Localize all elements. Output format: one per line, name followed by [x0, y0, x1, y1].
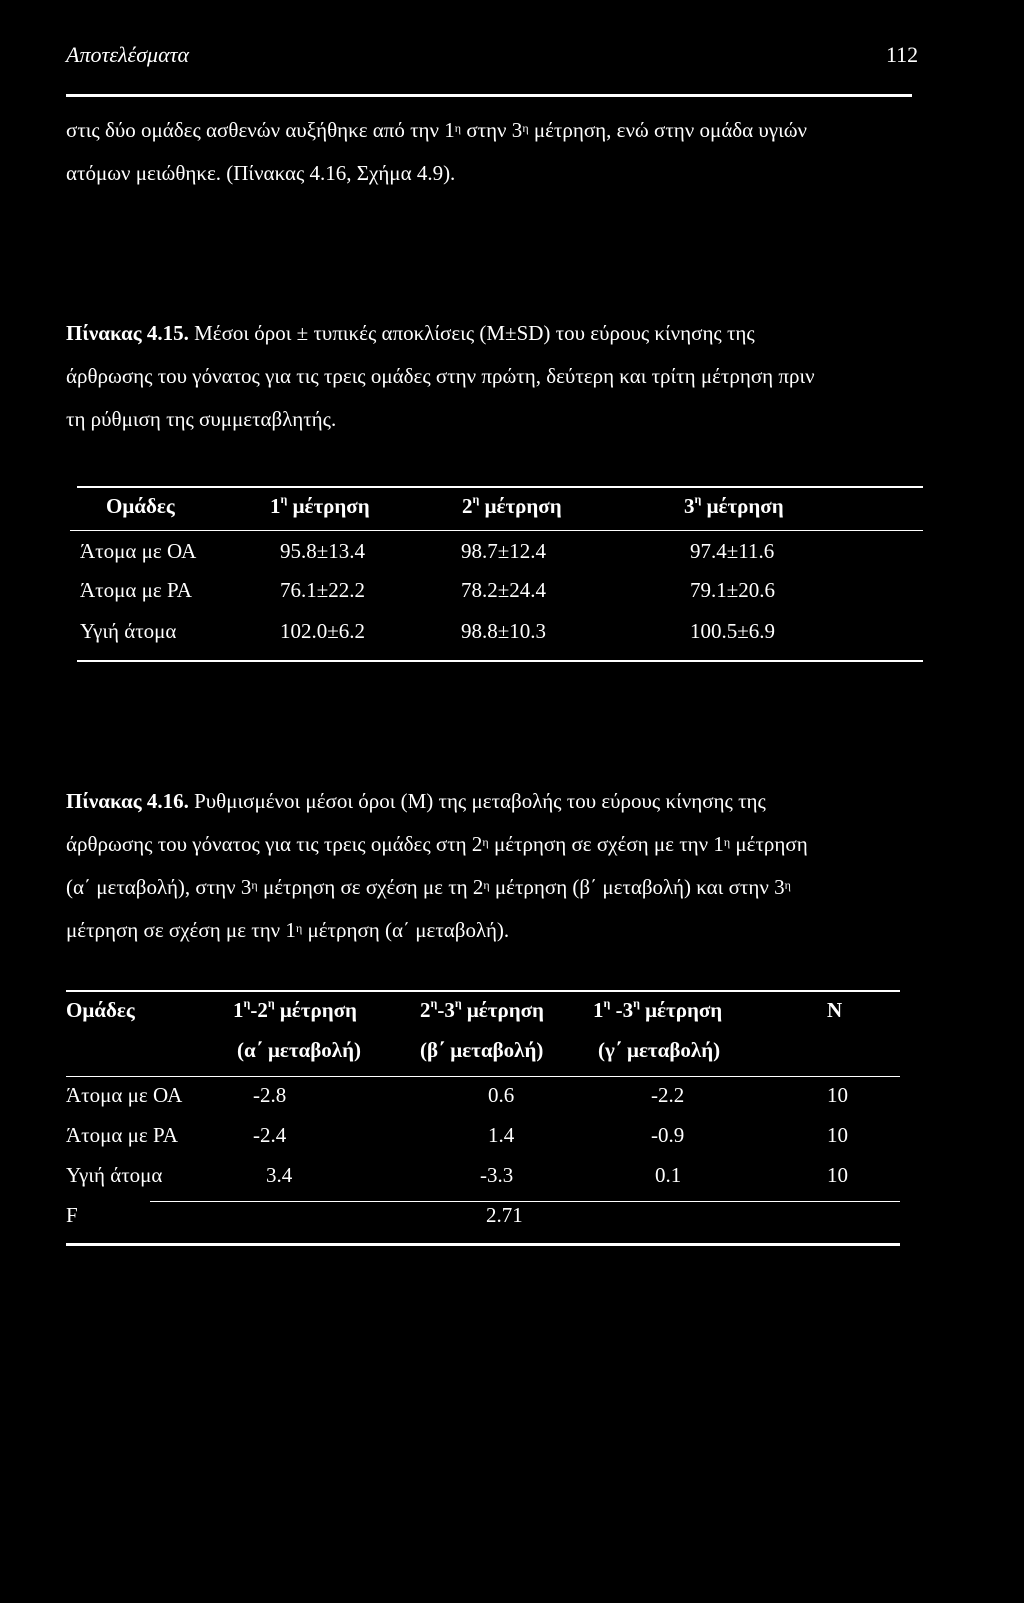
table1-caption-line-1: Πίνακας 4.15. Μέσοι όροι ± τυπικές αποκλίσεις (M±SD) του εύρους κίνησης της	[66, 321, 755, 345]
table2-header-n: N	[827, 998, 843, 1022]
table1-cell: 79.1±20.6	[690, 578, 776, 602]
table2-cell: 1.4	[488, 1123, 515, 1147]
table2-cell: 10	[827, 1123, 848, 1147]
table1-header-m1: $1^\eta$ μέτρηση	[270, 492, 370, 518]
page-number: 112	[886, 42, 919, 67]
table1-caption-label: Πίνακας 4.15.	[66, 321, 189, 345]
intro-line-1: στις δύο ομάδες ασθενών αυξήθηκε από την $1^\eta$ στην $3^\eta$ μέτρηση, ενώ στην ομάδα υγιών	[66, 118, 808, 142]
table2-cell: 3.4	[266, 1163, 293, 1187]
table1-cell: Άτομα με ΟΑ	[80, 539, 197, 563]
table1-cell: 98.8±10.3	[461, 619, 547, 643]
table2-cell: Υγιή άτομα	[66, 1163, 163, 1187]
table2-cell: 0.6	[488, 1083, 515, 1107]
table2-cell: -2.4	[253, 1123, 287, 1147]
table1-cell: Υγιή άτομα	[80, 619, 177, 643]
table2-top-rule	[66, 990, 900, 992]
table2-header-change1-sub: (α΄ μεταβολή)	[237, 1038, 362, 1062]
table2-cell: 10	[827, 1083, 848, 1107]
table1-cell: 97.4±11.6	[690, 539, 775, 563]
table2-cell: Άτομα με ΟΑ	[66, 1083, 183, 1107]
table2-header-groups: Ομάδες	[66, 998, 135, 1022]
table2-cell: 0.1	[655, 1163, 682, 1187]
table2-header-change3-sub: (γ΄ μεταβολή)	[598, 1038, 721, 1062]
table1-cell: 78.2±24.4	[461, 578, 547, 602]
header-rule	[66, 94, 912, 97]
table1-header-m2: $2^\eta$ μέτρηση	[462, 492, 562, 518]
table1-cell: Άτομα με ΡΑ	[80, 578, 192, 602]
table2-header-rule	[66, 1076, 900, 1077]
table1-cell: 102.0±6.2	[280, 619, 366, 643]
table2-caption-line-1: Πίνακας 4.16. Ρυθμισμένοι μέσοι όροι (M) της μεταβολής του εύρους κίνησης της	[66, 789, 766, 813]
table2-header-change2: $2^\eta-3^\eta$ μέτρηση	[420, 996, 544, 1022]
table2-cell: -2.2	[651, 1083, 685, 1107]
table2-caption-label: Πίνακας 4.16.	[66, 789, 189, 813]
table1-bottom-rule	[77, 660, 923, 662]
table1-header-rule	[70, 530, 923, 531]
table2-header-change1: $1^\eta-2^\eta$ μέτρηση	[233, 996, 357, 1022]
table2-cell: Άτομα με ΡΑ	[66, 1123, 178, 1147]
table2-cell: 10	[827, 1163, 848, 1187]
table2-f-label: F	[66, 1203, 78, 1227]
table1-cell: 100.5±6.9	[690, 619, 776, 643]
table1-header-m3: $3^\eta$ μέτρηση	[684, 492, 784, 518]
table2-header-change3: $1^\eta$ $-3^\eta$ μέτρηση	[593, 996, 723, 1022]
running-header-title: Αποτελέσματα	[66, 42, 190, 67]
table1-caption-line-2: άρθρωσης του γόνατος για τις τρεις ομάδες στην πρώτη, δεύτερη και τρίτη μέτρηση πριν	[66, 364, 815, 388]
table2-f-rule	[150, 1201, 900, 1202]
table1-header-groups: Ομάδες	[106, 494, 175, 518]
table1-cell: 76.1±22.2	[280, 578, 366, 602]
table2-f-value: 2.71	[486, 1203, 523, 1227]
table1-top-rule	[77, 486, 923, 488]
table1-cell: 95.8±13.4	[280, 539, 366, 563]
table2-header-change2-sub: (β΄ μεταβολή)	[420, 1038, 544, 1062]
table1-cell: 98.7±12.4	[461, 539, 547, 563]
table2-cell: -0.9	[651, 1123, 685, 1147]
table2-caption-line-3: (α΄ μεταβολή), στην $3^\eta$ μέτρηση σε σχέση με τη $2^\eta$ μέτρηση (β΄ μεταβολή) και στην $3^\eta$	[66, 875, 791, 899]
table2-cell: -2.8	[253, 1083, 287, 1107]
table2-bottom-rule	[66, 1243, 900, 1246]
table2-cell: -3.3	[480, 1163, 514, 1187]
table1-caption-line-3: τη ρύθμιση της συμμεταβλητής.	[66, 407, 337, 431]
table2-caption-line-2: άρθρωσης του γόνατος για τις τρεις ομάδες στη $2^\eta$ μέτρηση σε σχέση με την $1^\eta$ μέτρηση	[66, 832, 808, 856]
intro-line-2: ατόμων μειώθηκε. (Πίνακας 4.16, Σχήμα 4.9).	[66, 161, 456, 185]
table2-caption-line-4: μέτρηση σε σχέση με την $1^\eta$ μέτρηση (α΄ μεταβολή).	[66, 918, 510, 942]
